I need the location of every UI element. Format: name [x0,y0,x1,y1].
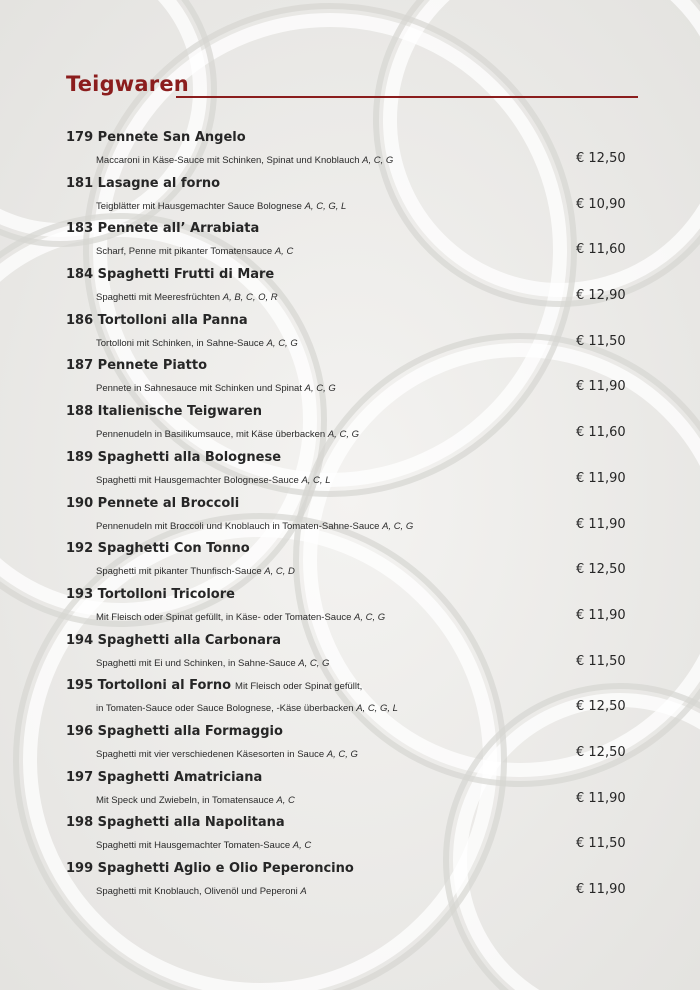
menu-item-name [66,541,250,556]
menu-item-description: Spaghetti mit Meeresfrüchten A, B, C, O, R [96,292,278,304]
menu-item-title: Pennete al Broccoli [97,495,240,511]
title-underline [176,96,638,98]
menu-item-title: Pennete all’ Arrabiata [97,221,260,237]
menu-item-description: Scharf, Penne mit pikanter Tomatensauce A, C [96,246,294,258]
menu-item-name [66,130,246,145]
menu-item-number: 194 [66,632,98,648]
menu-item [0,676,700,722]
menu-item-name [66,313,248,328]
menu-item-title: Spaghetti Frutti di Mare [97,267,275,283]
menu-item-number: 187 [66,358,98,374]
menu-item-price: € 11,90 [576,470,626,486]
menu-item-title: Pennete San Angelo [97,130,246,145]
menu-item-description: Spaghetti mit Hausgemachter Bolognese-Sauce A, C, L [96,474,331,486]
menu-item-title: Pennete Piatto [97,358,208,374]
allergen-codes: A, C, D [264,566,295,578]
menu-item-description: Pennenudeln in Basilikumsauce, mit Käse überbacken A, C, G [96,429,359,441]
allergen-codes: A, C, G, L [304,200,347,212]
menu-item-title: Spaghetti alla Carbonara [97,632,282,648]
menu-item-name [66,404,262,419]
menu-item-number: 181 [66,175,98,191]
menu-item [0,768,700,814]
menu-item-name [66,221,259,236]
menu-item-description: Pennete in Sahnesauce mit Schinken und Spinat A, C, G [96,383,336,395]
menu-item-name [66,176,220,191]
menu-item-name [66,587,235,602]
menu-item-number: 192 [66,541,98,557]
menu-item-price: € 12,50 [576,562,626,578]
menu-item-title: Italienische Teigwaren [97,404,262,420]
menu-item-description: Pennenudeln mit Broccoli und Knoblauch in Tomaten-Sahne-Sauce A, C, G [96,520,414,532]
menu-items-list [0,128,700,905]
menu-item [0,174,700,220]
menu-item-price: € 11,50 [576,653,626,669]
menu-item-number: 199 [66,861,98,876]
menu-item-price: € 11,60 [576,242,626,258]
menu-item-description: Mit Speck und Zwiebeln, in Tomatensauce A, C [96,794,295,806]
menu-item [0,813,700,859]
menu-item-name [66,815,285,830]
menu-item-title: Spaghetti Amatriciana [97,769,263,785]
menu-item-title: Tortolloni alla Panna [97,312,248,328]
menu-item-title: Tortolloni Tricolore [97,586,235,602]
menu-item [0,585,700,631]
menu-item-number: 195 [66,678,98,694]
menu-item-price: € 11,90 [576,790,626,806]
menu-item-name [66,770,262,785]
allergen-codes: A, C, G, L [356,703,398,715]
menu-item-name [66,358,207,373]
menu-item [0,539,700,585]
menu-item-description: Spaghetti mit Knoblauch, Olivenöl und Peperoni A [96,886,307,897]
menu-item-number: 190 [66,495,98,511]
menu-item-name [66,496,239,511]
menu-item-description: in Tomaten-Sauce oder Sauce Bolognese, -Käse überbacken A, C, G, L [96,703,398,715]
menu-item-price: € 12,50 [576,699,626,715]
menu-item-number: 193 [66,586,98,602]
menu-item-number: 179 [66,130,98,145]
menu-item-name [66,633,281,648]
menu-item-name [66,267,274,282]
menu-item-price: € 12,50 [576,151,626,166]
menu-item-title: Spaghetti alla Formaggio [97,723,283,739]
menu-item [0,448,700,494]
section-title: Teigwaren [66,72,189,96]
menu-item-price: € 11,50 [576,836,626,852]
menu-item-price: € 11,90 [576,882,626,897]
menu-item-title: Spaghetti Con Tonno [97,541,250,557]
menu-item-name [66,724,283,739]
menu-item-description: Spaghetti mit vier verschiedenen Käsesorten in Sauce A, C, G [96,748,358,760]
menu-item-price: € 11,90 [576,516,626,532]
menu-item-description: Spaghetti mit Ei und Schinken, in Sahne-Sauce A, C, G [96,657,330,669]
allergen-codes: A, C, G [362,155,394,166]
menu-item [0,859,700,905]
allergen-codes: A, C, L [301,474,331,486]
allergen-codes: A, C, G [304,383,336,395]
menu-item-description: Tortolloni mit Schinken, in Sahne-Sauce A, C, G [96,337,298,349]
allergen-codes: A, C, G [354,611,386,623]
menu-item [0,494,700,540]
menu-item-number: 196 [66,723,98,739]
allergen-codes: A [300,886,307,897]
menu-item [0,128,700,174]
section-header [66,72,638,102]
menu-item-number: 198 [66,815,98,831]
menu-item [0,219,700,265]
menu-item-inline-description: Mit Fleisch oder Spinat gefüllt, [235,681,363,693]
menu-item-description: Maccaroni in Käse-Sauce mit Schinken, Spinat und Knoblauch A, C, G [96,155,394,166]
menu-item-number: 197 [66,769,98,785]
menu-item-title: Spaghetti Aglio e Olio Peperoncino [97,861,354,876]
menu-item-number: 186 [66,312,98,328]
menu-item-number: 183 [66,221,98,237]
menu-item-title: Tortolloni al Forno [97,678,232,694]
allergen-codes: A, C, G [326,748,358,760]
allergen-codes: A, C, G [382,520,414,532]
menu-item [0,402,700,448]
menu-item [0,722,700,768]
menu-item [0,631,700,677]
menu-item-price: € 10,90 [576,196,626,212]
menu-item [0,265,700,311]
allergen-codes: A, B, C, O, R [222,292,278,304]
allergen-codes: A, C, G [327,429,359,441]
menu-item-price: € 11,90 [576,607,626,623]
menu-item-price: € 11,60 [576,425,626,441]
menu-item-description: Spaghetti mit pikanter Thunfisch-Sauce A, C, D [96,566,295,578]
menu-item-title: Spaghetti alla Bolognese [97,449,282,465]
menu-item-name [66,450,281,465]
menu-item-description: Mit Fleisch oder Spinat gefüllt, in Käse- oder Tomaten-Sauce A, C, G [96,611,386,623]
menu-item-price: € 11,50 [576,333,626,349]
menu-item [0,356,700,402]
menu-item-description: Spaghetti mit Hausgemachter Tomaten-Sauce A, C [96,840,312,852]
menu-item-price: € 12,90 [576,288,626,304]
allergen-codes: A, C [276,794,295,806]
menu-item-number: 188 [66,404,98,420]
menu-item-number: 184 [66,267,98,283]
menu-item-title: Lasagne al forno [97,175,221,191]
menu-item-title: Spaghetti alla Napolitana [97,815,285,831]
menu-item-description: Teigblätter mit Hausgemachter Sauce Bolognese A, C, G, L [96,200,347,212]
menu-item-name [66,861,354,876]
menu-item [0,311,700,357]
allergen-codes: A, C [292,840,312,852]
allergen-codes: A, C [274,246,294,258]
menu-item-number: 189 [66,449,98,465]
menu-item-price: € 12,50 [576,744,626,760]
menu-item-price: € 11,90 [576,379,626,395]
allergen-codes: A, C, G [266,337,298,349]
menu-item-name [66,678,362,693]
allergen-codes: A, C, G [298,657,330,669]
